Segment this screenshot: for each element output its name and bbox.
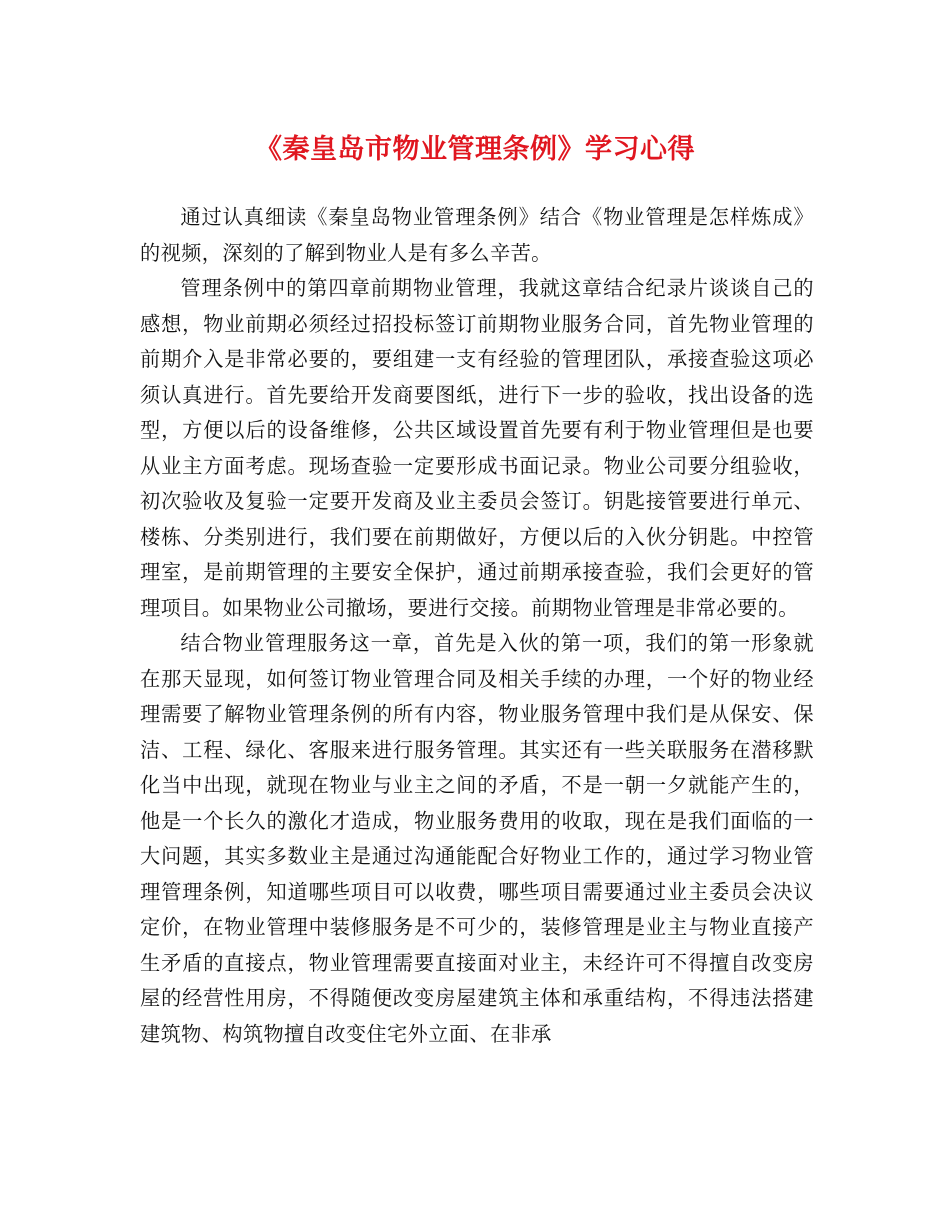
document-body	[140, 200, 814, 1052]
paragraph-preliminary-management: 管理条例中的第四章前期物业管理，我就这章结合纪录片谈谈自己的感想，物业前期必须经过招投标签订前期物业服务合同，首先物业管理的前期介入是非常必要的，要组建一支有经验的管理团队，承接查验这项必须认真进行。首先要给开发商要图纸，进行下一步的验收，找出设备的选型，方便以后的设备维修，公共区域设置首先要有利于物业管理但是也要从业主方面考虑。现场查验一定要形成书面记录。物业公司要分组验收，初次验收及复验一定要开发商及业主委员会签订。钥匙接管要进行单元、楼栋、分类别进行，我们要在前期做好，方便以后的入伙分钥匙。中控管理室，是前期管理的主要安全保护，通过前期承接查验，我们会更好的管理项目。如果物业公司撤场，要进行交接。前期物业管理是非常必要的。	[140, 276, 814, 620]
document-title: 《秦皇岛市物业管理条例》学习心得	[255, 134, 695, 165]
paragraph-property-service: 结合物业管理服务这一章，首先是入伙的第一项，我们的第一形象就在那天显现，如何签订物业管理合同及相关手续的办理，一个好的物业经理需要了解物业管理条例的所有内容，物业服务管理中我们是从保安、保洁、工程、绿化、客服来进行服务管理。其实还有一些关联服务在潜移默化当中出现，就现在物业与业主之间的矛盾，不是一朝一夕就能产生的，他是一个长久的激化才造成，物业服务费用的收取，现在是我们面临的一大问题，其实多数业主是通过沟通能配合好物业工作的，通过学习物业管理管理条例，知道哪些项目可以收费，哪些项目需要通过业主委员会决议定价，在物业管理中装修服务是不可少的，装修管理是业主与物业直接产生矛盾的直接点，物业管理需要直接面对业主，未经许可不得擅自改变房屋的经营性用房，不得随便改变房屋建筑主体和承重结构，不得违法搭建建筑物、构筑物擅自改变住宅外立面、在非承	[140, 631, 814, 1046]
paragraph-intro: 通过认真细读《秦皇岛物业管理条例》结合《物业管理是怎样炼成》的视频，深刻的了解到物业人是有多么辛苦。	[140, 205, 814, 265]
